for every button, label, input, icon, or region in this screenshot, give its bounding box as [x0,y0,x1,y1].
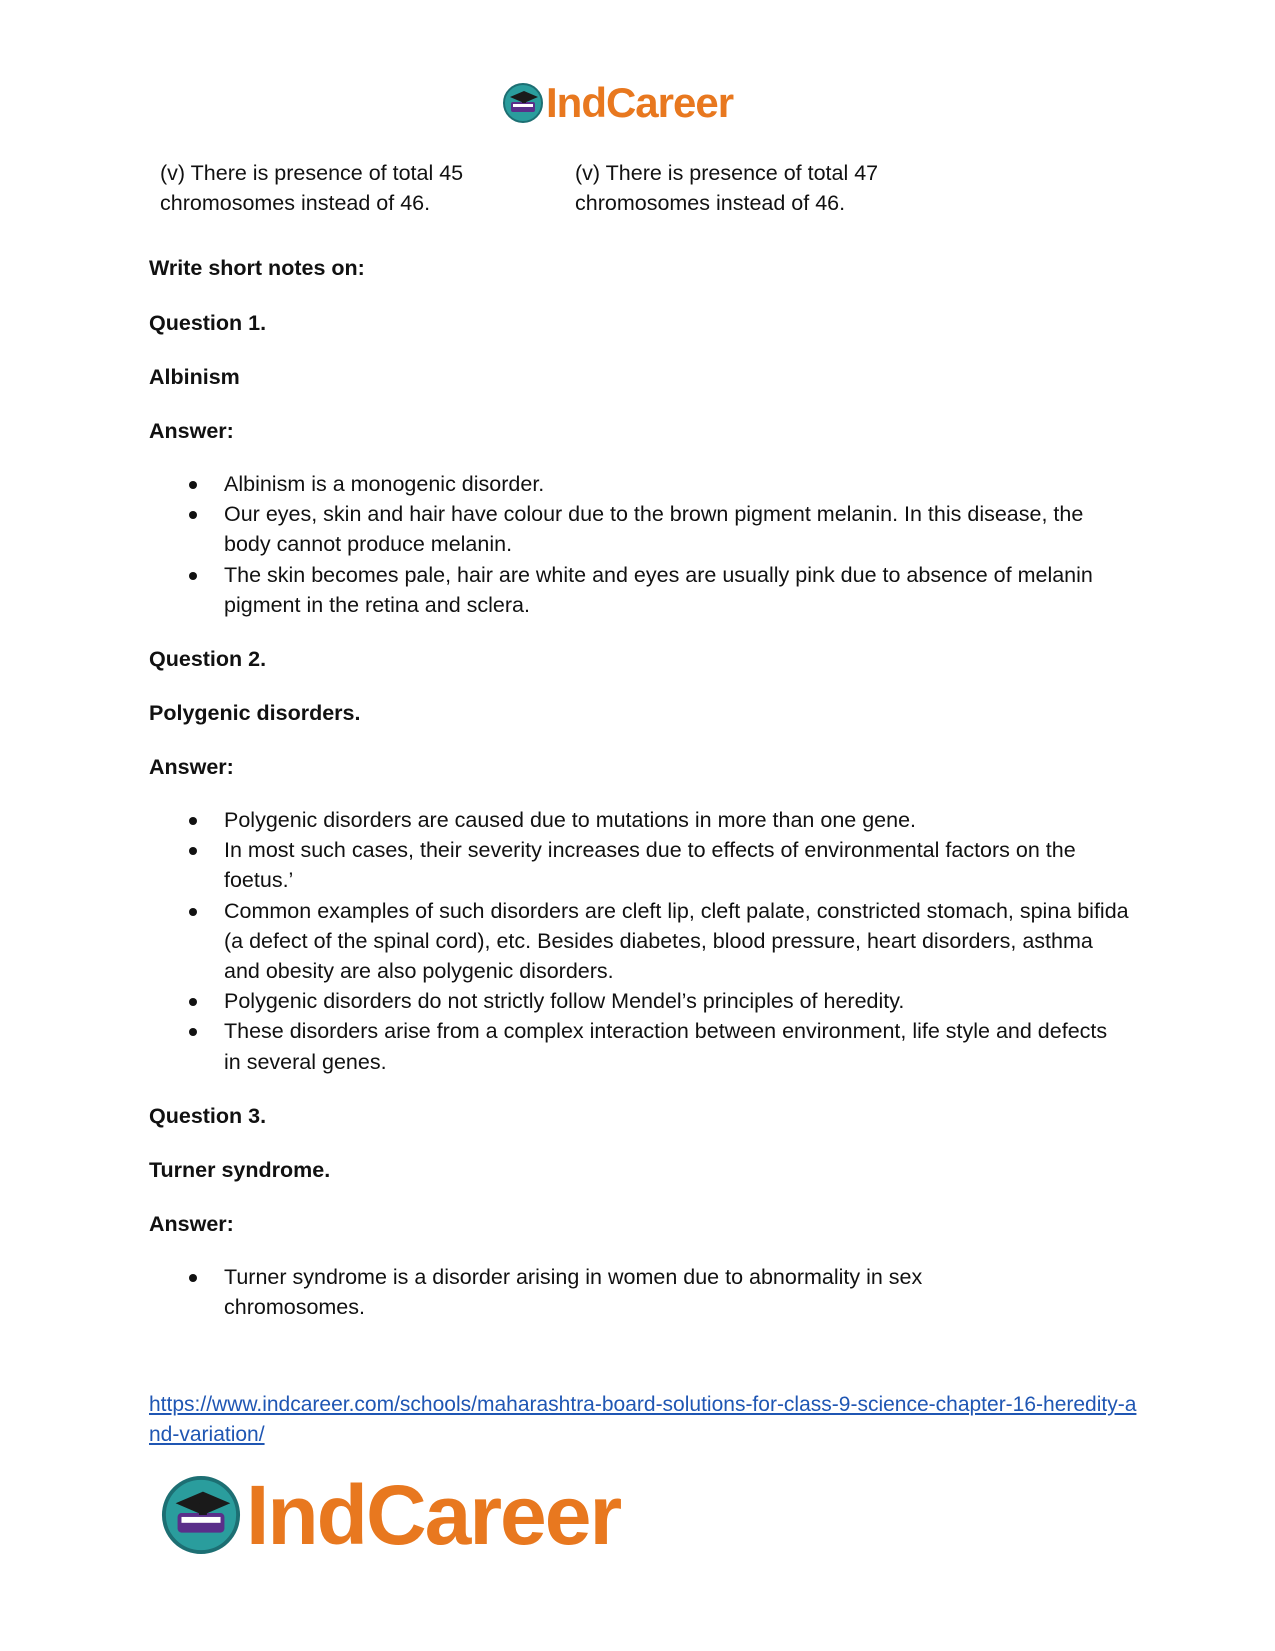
question-topic: Turner syndrome. [149,1157,331,1182]
section-title: Write short notes on: [149,256,365,280]
list-item: Common examples of such disorders are cleft lip, cleft palate, constricted stomach, spina bifida (a defect of the spinal cord), etc. Besides diabetes, blood pressure, heart disorders, asthma and obesity are also polygenic disorders. [149,896,1129,987]
answer-label: Answer: [149,755,234,780]
answer-label: Answer: [149,1211,234,1236]
footer-logo [160,1467,621,1562]
comparison-cell-left: (v) There is presence of total 45 chromosomes instead of 46. [160,161,464,215]
list-item: Polygenic disorders do not strictly follow Mendel’s principles of heredity. [149,986,1129,1016]
list-item: Turner syndrome is a disorder arising in women due to abnormality in sex chromosomes. [149,1262,969,1322]
header-logo [502,80,733,126]
main-content [149,253,1129,1322]
logo-wordmark: IndCareer [546,79,734,126]
list-item: These disorders arise from a complex interaction between environment, life style and defects in several genes. [149,1016,1129,1076]
answer-list [149,1262,969,1322]
question-label: Question 3. [149,1103,267,1128]
list-item: The skin becomes pale, hair are white and eyes are usually pink due to absence of melanin pigment in the retina and sclera. [149,560,1129,620]
list-item: Polygenic disorders are caused due to mutations in more than one gene. [149,805,1129,835]
question-topic: Polygenic disorders. [149,701,361,726]
question-label: Question 2. [149,647,267,672]
list-item: Albinism is a monogenic disorder. [149,469,1129,499]
comparison-cell-right: (v) There is presence of total 47 chromosomes instead of 46. [575,161,879,215]
list-item: In most such cases, their severity increases due to effects of environmental factors on the foetus.’ [149,835,1129,895]
answer-list [149,805,1129,1077]
answer-label: Answer: [149,419,234,443]
graduation-book-icon [502,82,544,124]
list-item: Our eyes, skin and hair have colour due to the brown pigment melanin. In this disease, the body cannot produce melanin. [149,499,1129,559]
question-label: Question 1. [149,311,267,335]
logo-wordmark: IndCareer [246,1467,621,1562]
question-topic: Albinism [149,365,240,389]
source-link[interactable]: https://www.indcareer.com/schools/maharashtra-board-solutions-for-class-9-science-chapter-16-heredity-and-variation/ [149,1393,1137,1446]
graduation-book-icon [160,1474,242,1556]
answer-list [149,469,1129,620]
